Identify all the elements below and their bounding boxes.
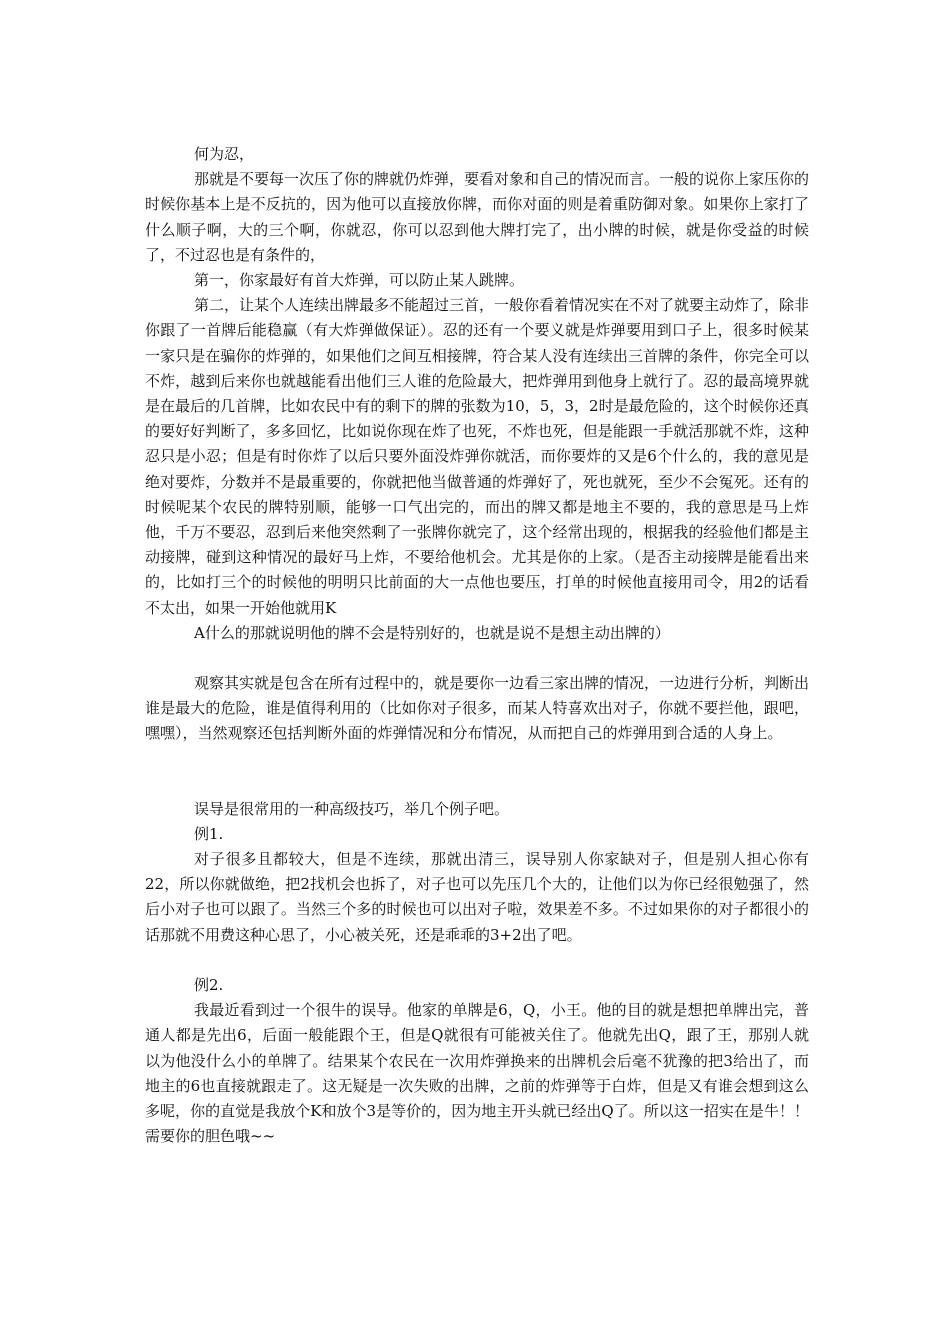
paragraph-condition-2-end: A什么的那就说明他的牌不会是特别好的，也就是说不是想主动出牌的） <box>194 623 670 642</box>
spacer <box>145 747 809 797</box>
paragraph-example-2: 我最近看到过一个很牛的误导。他家的单牌是6，Q，小王。他的目的就是想把单牌出完，普通人都是先出6，后面一般能跟个王，但是Q就很有可能被关住了。他就先出Q，跟了王，那别人就以为他没什么小的单牌了。结果某个农民在一次用炸弹换来的出牌机会后毫不犹豫的把3给出了，而地主的6也直接就跟走了。这无疑是一次失败的出牌，之前的炸弹等于白炸，但是又有谁会想到这么多呢，你的直觉是我放个K和放个3是等价的，因为地主开头就已经出Q了。所以这一招实在是牛！！需要你的胆色哦~~ <box>145 1001 809 1146</box>
paragraph-condition-1: 第一，你家最好有首大炸弹，可以防止某人跳牌。 <box>194 271 525 290</box>
spacer <box>145 646 809 671</box>
paragraph-intro-title: 何为忍， <box>194 145 255 163</box>
paragraph-observation: 观察其实就是包含在所有过程中的，就是要你一边看三家出牌的情况，一边进行分析，判断出谁是最大的危险，谁是值得利用的（比如你对子很多，而某人特喜欢出对子，你就不要拦他，跟吧，嘿嘿），当然观察还包括判断外面的炸弹情况和分布情况，从而把自己的炸弹用到合适的人身上。 <box>145 674 810 743</box>
paragraph-example-1: 对子很多且都较大，但是不连续，那就出清三，误导别人你家缺对子，但是别人担心你有22，所以你就做绝，把2找机会也拆了，对子也可以先压几个大的，让他们以为你已经很勉强了，然后小对子也可以跟了。当然三个多的时候也可以出对子啦，效果差不多。不过如果你的对子都很小的话那就不用费这种心思了，小心被关死，还是乖乖的3+2出了吧。 <box>145 850 809 944</box>
spacer <box>145 948 809 973</box>
paragraph-example-1-heading: 例1. <box>194 824 224 843</box>
paragraph-example-2-heading: 例2. <box>194 975 224 994</box>
paragraph-intro: 那就是不要每一次压了你的牌就仍炸弹，要看对象和自己的情况而言。一般的说你上家压你的时候你基本上是不反抗的，因为他可以直接放你牌，而你对面的则是着重防御对象。如果你上家打了什么顺子啊，大的三个啊，你就忍，你可以忍到他大牌打完了，出小牌的时候，就是你受益的时候了，不过忍也是有条件的， <box>145 170 810 264</box>
paragraph-condition-2: 第二，让某个人连续出牌最多不能超过三首，一般你看着情况实在不对了就要主动炸了，除非你跟了一首牌后能稳赢（有大炸弹做保证）。忍的还有一个要义就是炸弹要用到口子上，很多时候某一家只是在骗你的炸弹的，如果他们之间互相接牌，符合某人没有连续出三首牌的条件，你完全可以不炸，越到后来你也就越能看出他们三人谁的危险最大，把炸弹用到他身上就行了。忍的最高境界就是在最后的几首牌，比如农民中有的剩下的牌的张数为10，5，3，2时是最危险的，这个时候你还真的要好好判断了，多多回忆，比如说你现在炸了也死，不炸也死，但是能跟一手就活那就不炸，这种忍只是小忍；但是有时你炸了以后只要外面没炸弹你就活，而你要炸的又是6个什么的，我的意见是绝对要炸，分数并不是最重要的，你就把他当做普通的炸弹好了，死也就死，至少不会冤死。还有的时候呢某个农民的牌特别顺，能够一口气出完的，而出的牌又都是地主不要的，我的意思是马上炸他，千万不要忍，忍到后来他突然剩了一张牌你就完了，这个经常出现的，根据我的经验他们都是主动接牌，碰到这种情况的最好马上炸，不要给他机会。尤其是你的上家。（是否主动接牌是能看出来的，比如打三个的时候他的明明只比前面的大一点他也要压，打单的时候他直接用司令，用2的话看不太出，如果一开始他就用K <box>145 296 810 617</box>
paragraph-misdirection-intro: 误导是很常用的一种高级技巧，举几个例子吧。 <box>194 799 510 818</box>
document-body <box>145 142 809 1149</box>
